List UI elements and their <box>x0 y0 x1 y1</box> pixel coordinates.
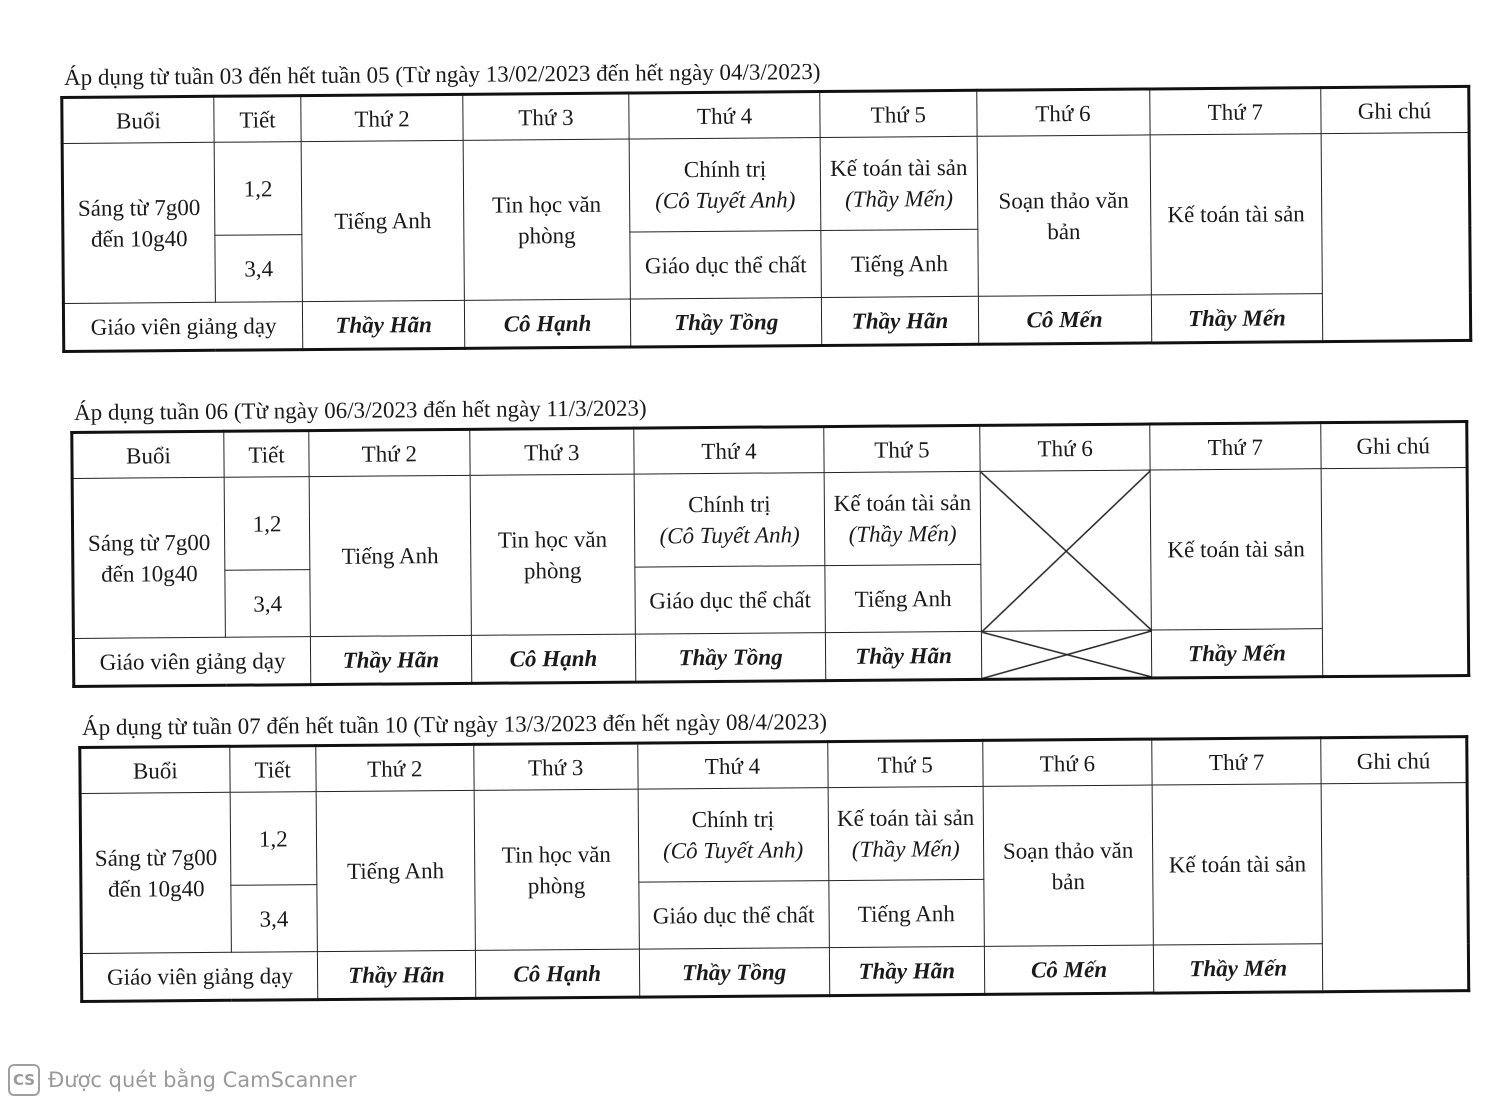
notes-cell <box>1321 132 1470 341</box>
subject-name: Chính trị <box>688 491 771 518</box>
subject-name: Kế toán tài sản <box>833 489 972 517</box>
header-thu-6: Thứ 6 <box>983 739 1153 786</box>
period-row-1-2 <box>72 468 1468 572</box>
subject-name: Kế toán tài sản <box>830 154 968 181</box>
mon-teacher: Thầy Hãn <box>311 635 472 684</box>
section-caption: Áp dụng từ tuần 07 đến hết tuần 10 (Từ ngày 13/3/2023 đến hết ngày 08/4/2023) <box>82 709 828 740</box>
header-thu-2: Thứ 2 <box>309 429 470 476</box>
wed-subject-p12 <box>629 138 821 232</box>
header-thu-2: Thứ 2 <box>301 94 463 141</box>
wed-teacher: Thầy Tồng <box>639 948 829 997</box>
header-thu-4: Thứ 4 <box>637 742 827 789</box>
thu-subject-p34: Tiếng Anh <box>821 229 978 297</box>
session-cell: Sáng từ 7g00 đến 10g40 <box>62 142 215 303</box>
wed-teacher: Thầy Tồng <box>636 633 826 682</box>
teacher-row-label: Giáo viên giảng dạy <box>81 952 317 1002</box>
header-ghi-chu: Ghi chú <box>1320 422 1467 469</box>
period-row-1-2 <box>80 783 1468 887</box>
sat-subject: Kế toán tài sản <box>1152 784 1322 945</box>
header-thu-5: Thứ 5 <box>824 425 981 472</box>
header-thu-2: Thứ 2 <box>316 744 474 791</box>
header-thu-7: Thứ 7 <box>1152 738 1322 785</box>
period-cell: 1,2 <box>230 792 317 886</box>
sat-teacher: Thầy Mến <box>1153 944 1323 993</box>
thu-subject-p12 <box>824 471 981 565</box>
notes-cell <box>1321 468 1469 677</box>
schedule-table <box>70 420 1470 688</box>
tue-teacher: Cô Hạnh <box>464 299 630 348</box>
header-thu-3: Thứ 3 <box>469 428 634 475</box>
subject-teacher-note: (Cô Tuyết Anh) <box>655 187 796 214</box>
wed-subject-p34: Giáo dục thể chất <box>638 881 829 949</box>
subject-teacher-note: (Cô Tuyết Anh) <box>659 522 800 549</box>
thu-teacher: Thầy Hãn <box>825 631 982 680</box>
header-thu-7: Thứ 7 <box>1150 423 1321 470</box>
thu-subject-p12 <box>828 786 984 880</box>
subject-name: Kế toán tài sản <box>836 804 975 832</box>
header-thu-3: Thứ 3 <box>463 93 629 140</box>
tue-subject: Tin học văn phòng <box>463 139 630 300</box>
section-caption: Áp dụng từ tuần 03 đến hết tuần 05 (Từ ngày 13/02/2023 đến hết ngày 04/3/2023) <box>64 59 821 90</box>
sat-teacher: Thầy Mến <box>1152 629 1323 678</box>
fri-no-class-crossed <box>980 470 1151 631</box>
header-buoi: Buổi <box>62 96 214 143</box>
wed-teacher: Thầy Tồng <box>630 298 822 348</box>
thu-subject-p34: Tiếng Anh <box>828 879 984 947</box>
tue-teacher: Cô Hạnh <box>475 949 639 998</box>
wed-subject-p34: Giáo dục thể chất <box>630 231 822 300</box>
header-tiet: Tiết <box>230 746 316 793</box>
header-tiet: Tiết <box>224 431 309 478</box>
section-caption: Áp dụng tuần 06 (Từ ngày 06/3/2023 đến hết ngày 11/3/2023) <box>74 395 647 425</box>
camscanner-watermark <box>8 1062 357 1098</box>
session-cell: Sáng từ 7g00 đến 10g40 <box>80 792 231 953</box>
subject-teacher-note: (Cô Tuyết Anh) <box>662 837 804 864</box>
mon-subject: Tiếng Anh <box>309 475 471 636</box>
header-ghi-chu: Ghi chú <box>1321 86 1469 133</box>
teacher-row <box>81 943 1468 1002</box>
wed-subject-p12 <box>638 788 829 882</box>
mon-subject: Tiếng Anh <box>301 140 464 301</box>
fri-teacher: Cô Mến <box>978 295 1151 344</box>
header-thu-6: Thứ 6 <box>976 89 1149 136</box>
period-cell: 3,4 <box>231 885 318 953</box>
sat-subject: Kế toán tài sản <box>1150 469 1321 630</box>
thu-subject-p34: Tiếng Anh <box>825 564 982 632</box>
mon-teacher: Thầy Hãn <box>317 950 475 999</box>
subject-teacher-note: (Thầy Mến) <box>851 836 960 862</box>
header-thu-5: Thứ 5 <box>827 740 983 787</box>
schedule-table <box>60 85 1472 353</box>
schedule-section-2 <box>70 386 1470 688</box>
header-buoi: Buổi <box>80 746 230 793</box>
fri-teacher: Cô Mến <box>984 945 1154 994</box>
mon-subject: Tiếng Anh <box>316 790 475 951</box>
subject-teacher-note: (Thầy Mến) <box>848 521 957 547</box>
schedule-section-1 <box>60 51 1472 353</box>
teacher-row-label: Giáo viên giảng dạy <box>73 637 311 687</box>
header-ghi-chu: Ghi chú <box>1321 737 1467 784</box>
thu-subject-p12 <box>820 136 977 230</box>
period-cell: 3,4 <box>215 235 303 303</box>
teacher-row <box>63 292 1470 351</box>
header-thu-7: Thứ 7 <box>1149 88 1321 135</box>
subject-name: Chính trị <box>691 806 775 833</box>
tue-teacher: Cô Hạnh <box>471 634 636 683</box>
subject-name: Chính trị <box>683 156 767 183</box>
notes-cell <box>1321 783 1468 992</box>
header-thu-4: Thứ 4 <box>634 427 824 474</box>
header-thu-3: Thứ 3 <box>474 743 638 790</box>
header-thu-6: Thứ 6 <box>980 424 1151 471</box>
subject-teacher-note: (Thầy Mến) <box>844 185 954 212</box>
period-row-1-2 <box>62 132 1470 236</box>
tue-subject: Tin học văn phòng <box>474 789 639 950</box>
fri-subject: Soạn thảo văn bản <box>983 785 1153 946</box>
teacher-row-label: Giáo viên giảng dạy <box>63 302 303 352</box>
tue-subject: Tin học văn phòng <box>470 474 636 635</box>
thu-teacher: Thầy Hãn <box>822 296 979 345</box>
header-tiet: Tiết <box>214 96 302 143</box>
session-cell: Sáng từ 7g00 đến 10g40 <box>72 477 225 638</box>
header-buoi: Buổi <box>72 431 224 478</box>
fri-teacher-crossed <box>981 630 1152 679</box>
sat-subject: Kế toán tài sản <box>1150 134 1323 295</box>
thu-teacher: Thầy Hãn <box>829 946 985 995</box>
mon-teacher: Thầy Hãn <box>303 300 465 349</box>
schedule-table <box>78 735 1470 1003</box>
camscanner-logo-icon: CS <box>8 1064 40 1096</box>
fri-subject: Soạn thảo văn bản <box>977 135 1151 296</box>
sat-teacher: Thầy Mến <box>1151 294 1323 343</box>
wed-subject-p34: Giáo dục thể chất <box>635 566 825 634</box>
period-cell: 1,2 <box>214 142 302 236</box>
teacher-row <box>73 628 1468 687</box>
schedule-section-3 <box>78 701 1470 1003</box>
wed-subject-p12 <box>634 473 824 567</box>
header-thu-4: Thứ 4 <box>629 92 821 140</box>
header-thu-5: Thứ 5 <box>820 90 977 137</box>
watermark-text: Được quét bằng CamScanner <box>48 1068 357 1092</box>
period-cell: 3,4 <box>225 570 311 638</box>
period-cell: 1,2 <box>224 477 310 571</box>
